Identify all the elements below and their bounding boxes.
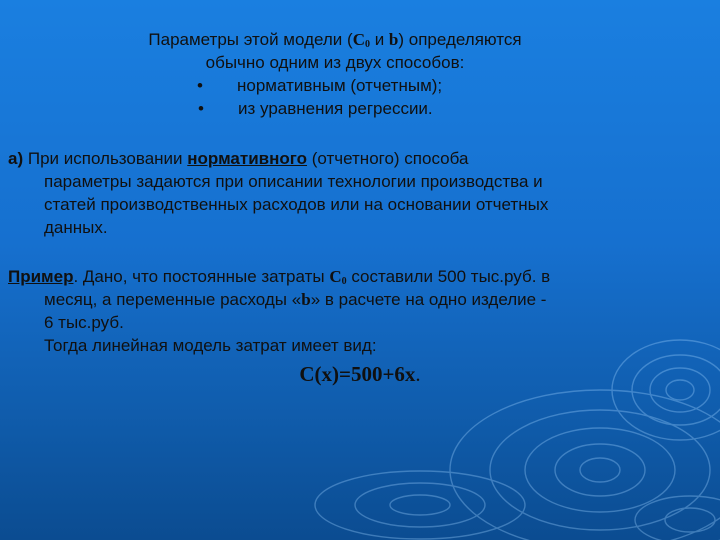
c0-symbol: C xyxy=(329,267,342,286)
c0-subscript: 0 xyxy=(364,39,370,50)
section-text: (отчетного) способа xyxy=(307,149,469,168)
example-line-1 xyxy=(8,265,550,288)
c0-subscript: 0 xyxy=(341,276,347,287)
intro-text: Параметры этой модели ( xyxy=(148,30,353,49)
section-a-line-3: статей производственных расходов или на основании отчетных xyxy=(44,195,549,214)
intro-line-1 xyxy=(0,28,670,51)
intro-text: ) определяются xyxy=(398,30,522,49)
formula-period: . xyxy=(415,362,421,386)
bullet-item-regression xyxy=(198,97,433,120)
section-text: При использовании xyxy=(23,149,188,168)
intro-text: и xyxy=(369,30,389,49)
b-symbol: b xyxy=(301,290,311,309)
formula-expression: C(x)=500+6x xyxy=(299,362,416,386)
bullet-text: нормативным (отчетным); xyxy=(237,76,443,95)
section-a-line-1 xyxy=(8,147,468,170)
section-marker: а) xyxy=(8,149,24,168)
example-text: . Дано, что постоянные затраты xyxy=(73,267,330,286)
example-text: составили 500 тыс.руб. в xyxy=(346,267,551,286)
bullet-icon: • xyxy=(198,99,204,118)
bullet-text: из уравнения регрессии. xyxy=(238,99,433,118)
cost-formula xyxy=(0,362,720,387)
example-text: » в расчете на одно изделие - xyxy=(310,290,547,309)
section-a-line-4: данных. xyxy=(44,218,108,237)
example-label: Пример xyxy=(8,267,74,286)
example-line-2 xyxy=(44,288,546,311)
bullet-icon: • xyxy=(197,76,203,95)
example-text: месяц, а переменные расходы « xyxy=(44,290,302,309)
example-line-4: Тогда линейная модель затрат имеет вид: xyxy=(44,336,377,355)
bullet-item-normative xyxy=(197,74,442,97)
intro-line-2: обычно одним из двух способов: xyxy=(205,53,465,72)
b-symbol: b xyxy=(388,30,399,49)
section-keyword: нормативного xyxy=(187,149,308,168)
c0-symbol: C xyxy=(352,30,365,49)
example-line-3: 6 тыс.руб. xyxy=(44,313,124,332)
section-a-line-2: параметры задаются при описании технологии производства и xyxy=(44,172,543,191)
